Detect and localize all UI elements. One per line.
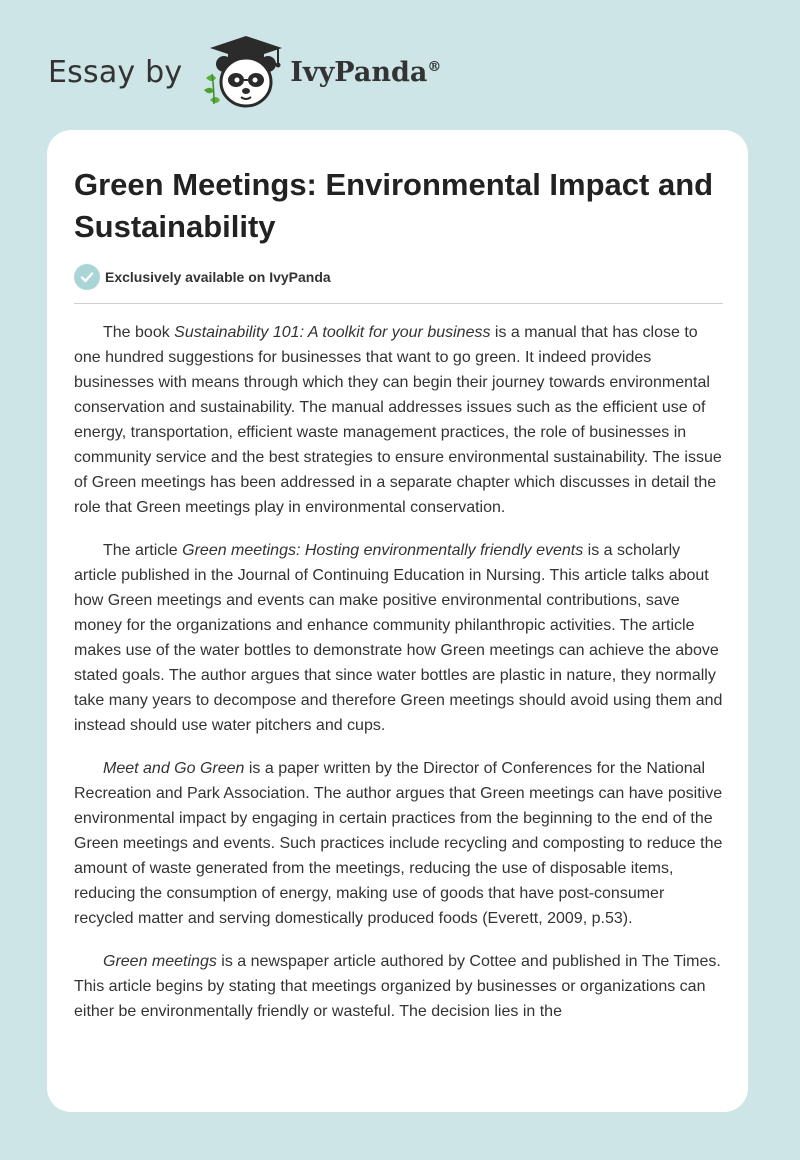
essay-body — [74, 320, 724, 1042]
panda-graduate-icon[interactable] — [198, 34, 286, 110]
exclusive-label: Exclusively available on IvyPanda — [105, 269, 331, 285]
paragraph: Green meetings is a newspaper article authored by Cottee and published in The Times. This article begins by stating that meetings organized by businesses or organizations can either be environmentally friendly or wasteful. The decision lies in the — [74, 953, 721, 1020]
check-icon — [74, 264, 100, 290]
site-header — [48, 32, 441, 112]
paragraph: The article Green meetings: Hosting environmentally friendly events is a scholarly article published in the Journal of Continuing Education in Nursing. This article talks about how Green meetings and events can make positive environmental contributions, save money for the organizations and enhance community philanthropic activities. The article makes use of the water bottles to demonstrate how Green meetings can achieve the above stated goals. The author argues that since water bottles are plastic in nature, they normally take many years to decompose and therefore Green meetings should avoid using them and instead should use water pitchers and cups. — [74, 542, 723, 734]
essay-by-label: Essay by — [48, 54, 183, 90]
paragraph: The book Sustainability 101: A toolkit for your business is a manual that has close to one hundred suggestions for businesses that want to go green. It indeed provides businesses with means through which they can begin their journey towards environmental conservation and sustainability. The manual addresses issues such as the efficient use of energy, transportation, efficient waste management practices, the role of businesses in community service and the best strategies to ensure environmental sustainability. The issue of Green meetings has been addressed in a separate chapter which discusses in detail the role that Green meetings play in environmental conservation. — [74, 324, 722, 516]
brand-name[interactable]: IvyPanda® — [290, 56, 442, 88]
exclusive-badge — [74, 264, 331, 290]
page-title: Green Meetings: Environmental Impact and Sustainability — [74, 167, 714, 244]
paragraph: Meet and Go Green is a paper written by the Director of Conferences for the National Recreation and Park Association. The author argues that Green meetings can have positive environmental impact by engaging in certain practices from the beginning to the end of the Green meetings and events. Such practices include recycling and composting to reduce the amount of waste generated from the meetings, reducing the use of disposable items, reducing the consumption of energy, making use of goods that have post-consumer recycled matter and serving domestically produced foods (Everett, 2009, p.53). — [74, 760, 723, 927]
divider — [74, 303, 723, 304]
essay-card — [47, 130, 748, 1112]
